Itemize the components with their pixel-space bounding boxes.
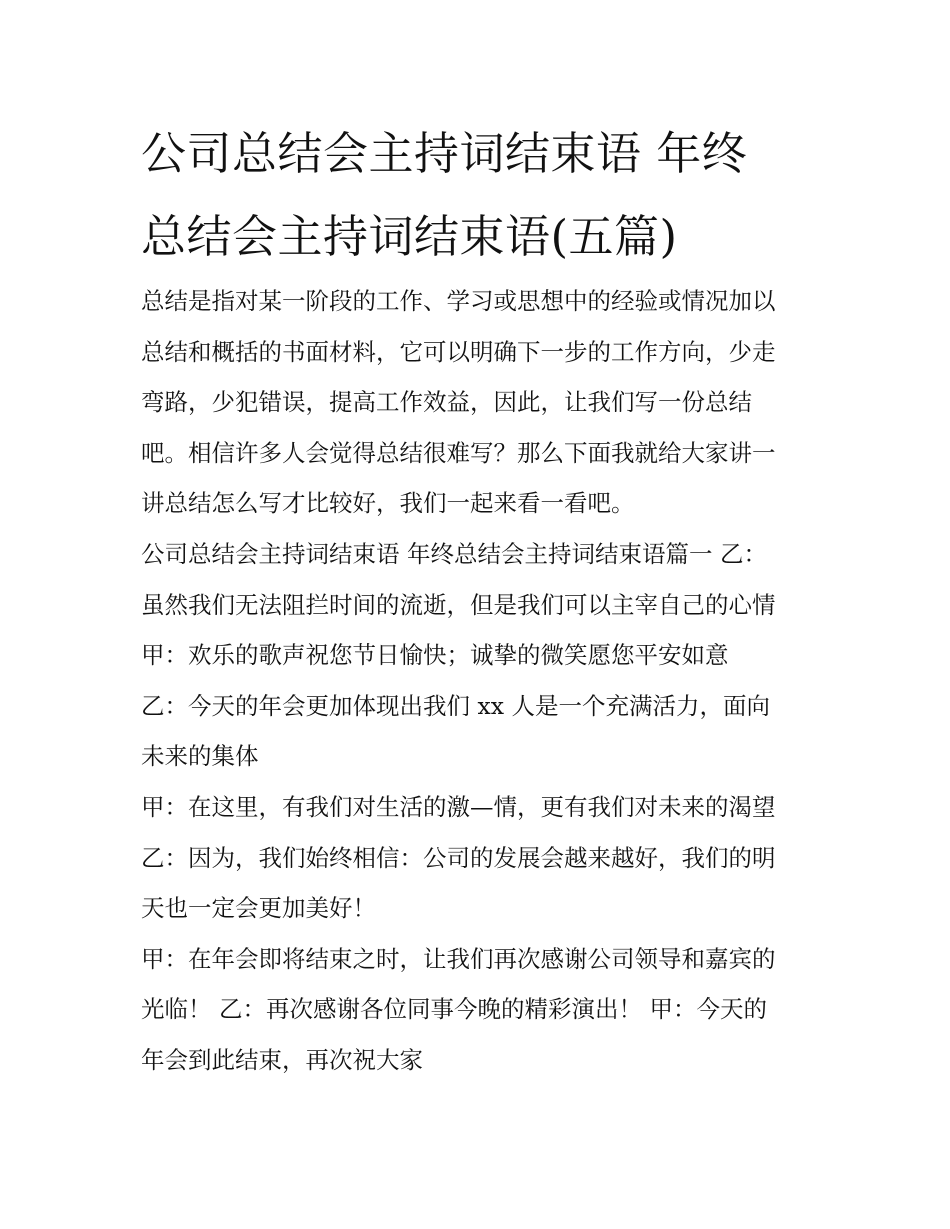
body-line: 天也一定会更加美好！ [141, 894, 376, 923]
body-line: 虽然我们无法阻拦时间的流逝，但是我们可以主宰自己的心情 [141, 590, 776, 619]
body-line: 弯路，少犯错误，提高工作效益，因此，让我们写一份总结 [141, 388, 752, 417]
body-line: 甲：欢乐的歌声祝您节日愉快；诚挚的微笑愿您平安如意 [141, 641, 729, 670]
document-title [141, 112, 821, 278]
body-line: 未来的集体 [141, 742, 259, 771]
body-line: 年会到此结束，再次祝大家 [141, 1045, 423, 1074]
body-line: 乙：今天的年会更加体现出我们 xx 人是一个充满活力，面向 [141, 691, 770, 720]
body-line: 公司总结会主持词结束语 年终总结会主持词结束语篇一 乙： [141, 539, 767, 568]
body-line: 甲：在年会即将结束之时，让我们再次感谢公司领导和嘉宾的 [141, 944, 776, 973]
body-line: 讲总结怎么写才比较好，我们一起来看一看吧。 [141, 489, 635, 518]
body-line: 光临！ 乙：再次感谢各位同事今晚的精彩演出！ 甲：今天的 [141, 995, 767, 1024]
document-body [141, 276, 821, 1086]
body-line: 总结是指对某一阶段的工作、学习或思想中的经验或情况加以 [141, 287, 776, 315]
body-line: 吧。相信许多人会觉得总结很难写？那么下面我就给大家讲一 [141, 438, 776, 467]
body-line: 总结和概括的书面材料，它可以明确下一步的工作方向，少走 [141, 337, 776, 366]
body-line: 甲：在这里，有我们对生活的激—情，更有我们对未来的渴望 [141, 792, 776, 821]
title-line-2: 总结会主持词结束语(五篇) [141, 210, 678, 263]
body-line: 乙：因为，我们始终相信：公司的发展会越来越好，我们的明 [141, 843, 776, 872]
title-line-1: 公司总结会主持词结束语 年终 [141, 127, 748, 180]
